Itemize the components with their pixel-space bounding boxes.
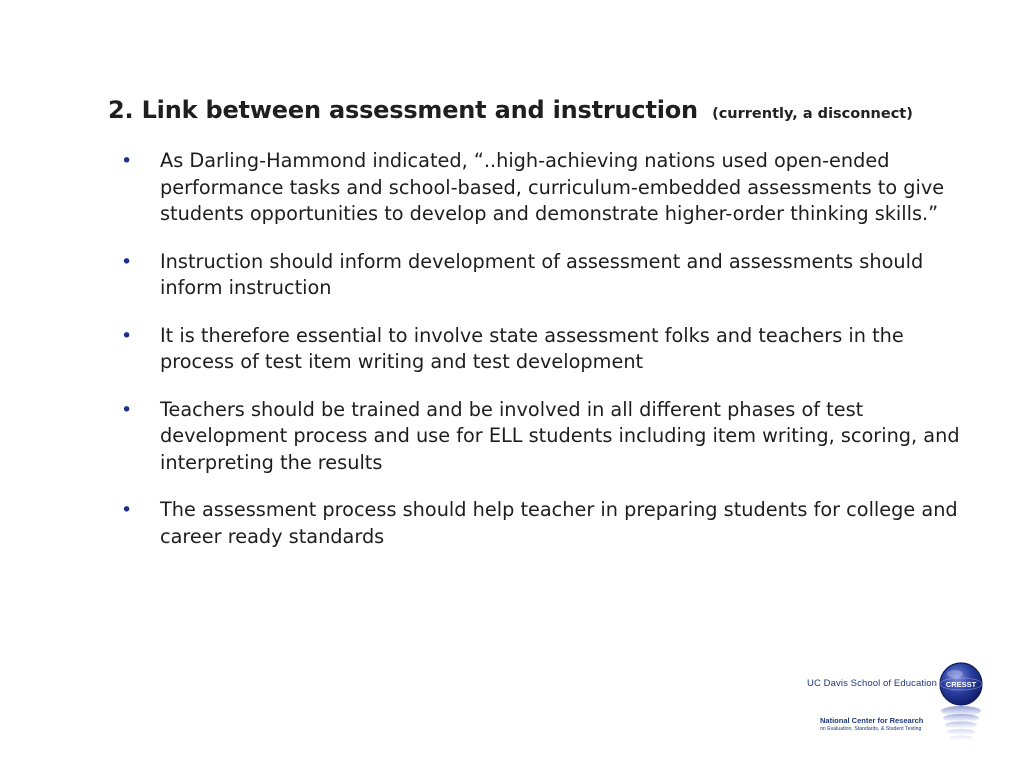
- bullet-dot-icon: •: [121, 250, 133, 273]
- bullet-item: [118, 323, 978, 376]
- bullet-text: As Darling-Hammond indicated, “..high-achieving nations used open-ended performance tasks and school-based, curriculum-embedded assessments to give students opportunities to develop and demonstrate higher-order thinking skills.”: [160, 149, 945, 225]
- bullet-text: Teachers should be trained and be involved in all different phases of test development process and use for ELL students including item writing, scoring, and interpreting the results: [160, 397, 960, 474]
- slide-title: [108, 88, 988, 126]
- slide-title-subtitle: (currently, a disconnect): [712, 106, 913, 122]
- slide-title-main: 2. Link between assessment and instruction: [108, 96, 698, 124]
- bullet-item: [118, 249, 978, 302]
- ncr-title: National Center for Research: [820, 716, 924, 725]
- ncr-subtitle: on Evaluation, Standards, & Student Testing: [820, 726, 922, 732]
- bullet-item: [118, 148, 978, 228]
- bullet-text: It is therefore essential to involve state assessment folks and teachers in the process of test item writing and test development: [160, 323, 904, 373]
- bullet-item: [118, 497, 978, 550]
- bullet-dot-icon: •: [121, 499, 133, 521]
- bullet-dot-icon: •: [121, 398, 133, 421]
- bullet-text: Instruction should inform development of assessment and assessments should inform instruction: [160, 249, 924, 299]
- bullet-dot-icon: •: [121, 150, 133, 172]
- bullet-text: The assessment process should help teacher in preparing students for college and career ready standards: [160, 498, 958, 548]
- bullet-list: [118, 148, 978, 571]
- cresst-label: CRESST: [945, 680, 977, 689]
- bullet-item: [118, 397, 978, 477]
- bullet-dot-icon: •: [121, 324, 133, 347]
- ucdavis-label: UC Davis School of Education: [807, 678, 938, 689]
- footer-logos: [800, 650, 990, 745]
- cresst-logo-icon: [938, 655, 984, 743]
